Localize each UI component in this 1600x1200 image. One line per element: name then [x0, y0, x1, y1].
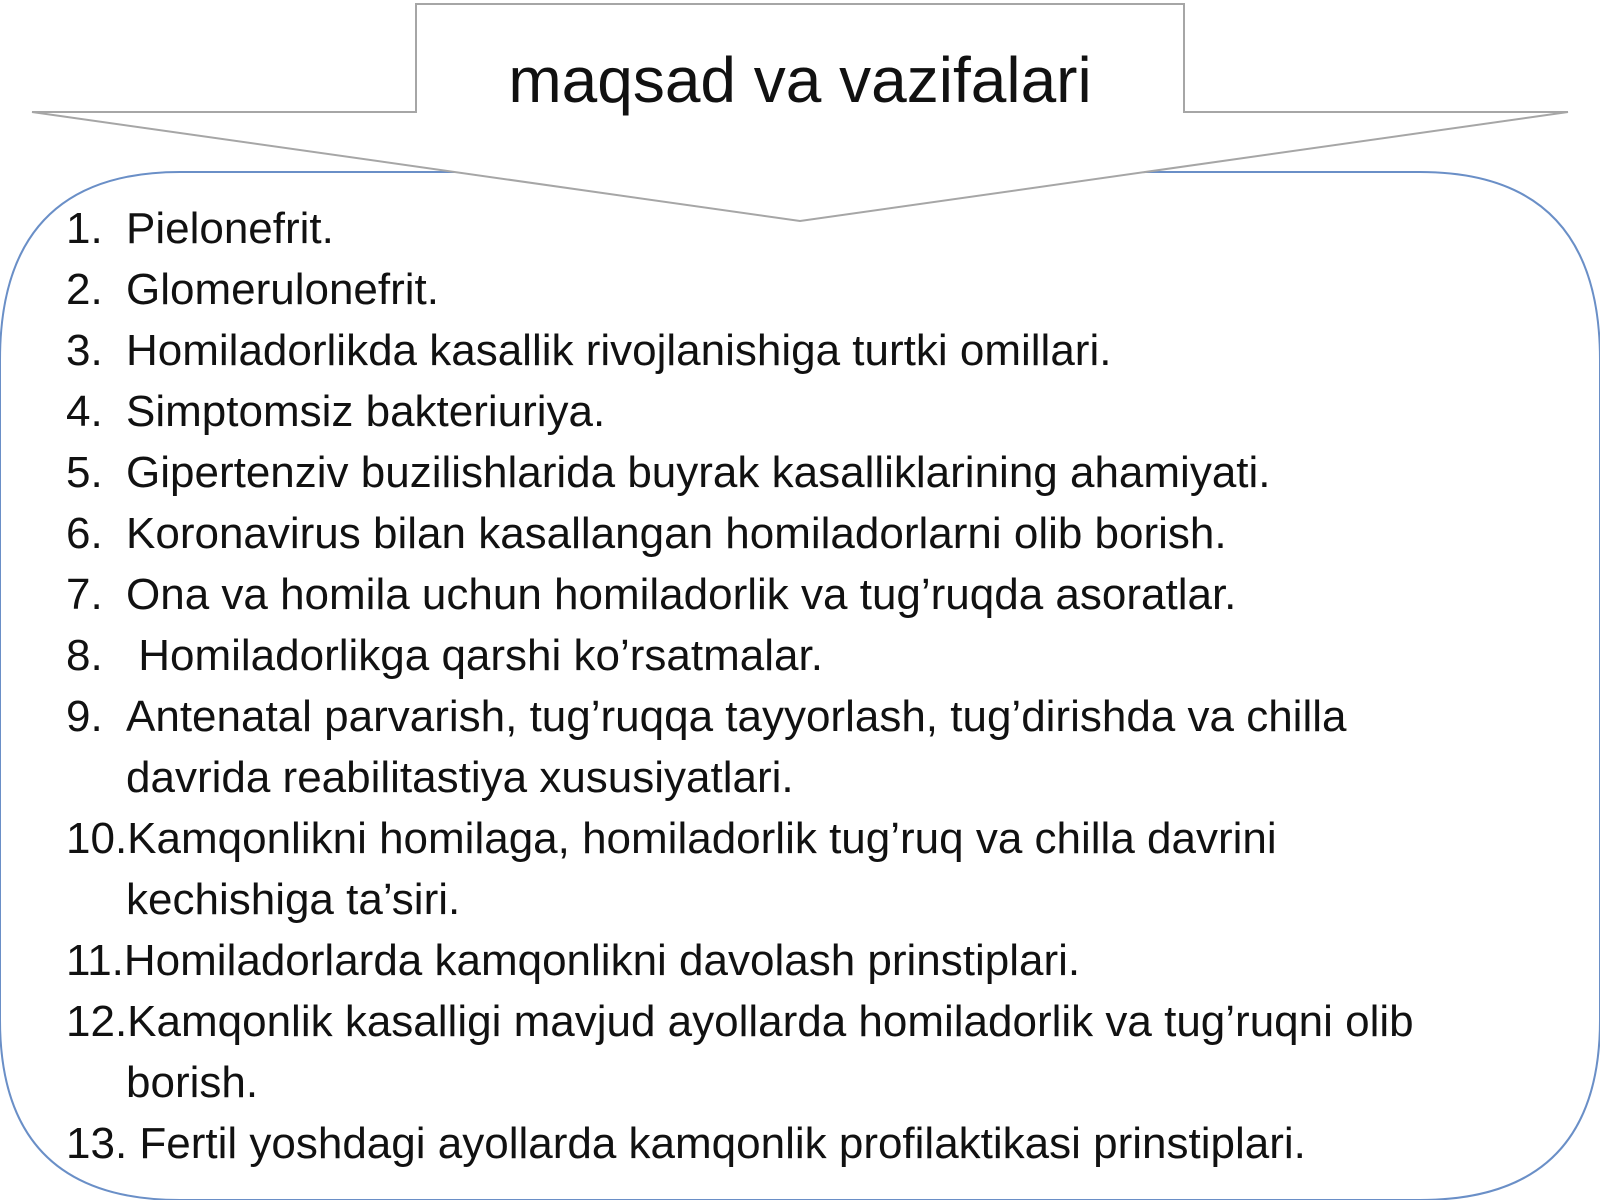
list-item-3: [66, 320, 1566, 381]
list-item-text: Simptomsiz bakteriuriya.: [126, 387, 606, 436]
list-item-10: [66, 808, 1566, 930]
list-item-number: 12.: [66, 997, 128, 1046]
list-item-text-continuation: borish.: [126, 1058, 259, 1107]
list-item-text: Kamqonlikni homilaga, homiladorlik tug’ruq va chilla davrini: [127, 814, 1277, 863]
list-item-text: Fertil yoshdagi ayollarda kamqonlik profilaktikasi prinstiplari.: [127, 1119, 1306, 1168]
list-item-text: Homiladorlikga qarshi ko’rsatmalar.: [126, 631, 823, 680]
list-item-number: 10.: [66, 814, 128, 863]
list-item-text-continuation: kechishiga ta’siri.: [126, 875, 461, 924]
list-item-text-continuation: davrida reabilitastiya xususiyatlari.: [126, 753, 794, 802]
list-item-number: 5.: [66, 448, 103, 497]
list-item-6: [66, 503, 1566, 564]
list-item-text: Gipertenziv buzilishlarida buyrak kasalliklarining ahamiyati.: [126, 448, 1271, 497]
list-item-number: 2.: [66, 265, 103, 314]
list-item-text: Koronavirus bilan kasallangan homiladorlarni olib borish.: [126, 509, 1227, 558]
list-item-text: Kamqonlik kasalligi mavjud ayollarda homiladorlik va tug’ruqni olib: [127, 997, 1414, 1046]
list-item-4: [66, 381, 1566, 442]
list-item-text: Pielonefrit.: [126, 204, 334, 253]
list-item-2: [66, 259, 1566, 320]
list-item-5: [66, 442, 1566, 503]
list-item-number: 3.: [66, 326, 103, 375]
list-item-text: Homiladorlikda kasallik rivojlanishiga turtki omillari.: [126, 326, 1112, 375]
list-item-9: [66, 686, 1566, 808]
list-item-number: 4.: [66, 387, 103, 436]
list-item-text: Antenatal parvarish, tug’ruqqa tayyorlash, tug’dirishda va chilla: [126, 692, 1347, 741]
list-item-text: Homiladorlarda kamqonlikni davolash prinstiplari.: [123, 936, 1081, 985]
list-item-13: [66, 1113, 1566, 1174]
list-item-12: [66, 991, 1566, 1113]
slide-title: maqsad va vazifalari: [508, 44, 1092, 116]
list-item-8: [66, 625, 1566, 686]
list-item-1: [66, 198, 1566, 259]
list-item-text: Glomerulonefrit.: [126, 265, 440, 314]
list-item-text: Ona va homila uchun homiladorlik va tug’ruqda asoratlar.: [126, 570, 1237, 619]
list-item-7: [66, 564, 1566, 625]
list-item-number: 11.: [66, 936, 124, 985]
list-item-number: 13.: [66, 1119, 128, 1168]
topic-list: [66, 198, 1566, 1174]
list-item-11: [66, 930, 1566, 991]
list-item-number: 8.: [66, 631, 103, 680]
list-item-number: 1.: [66, 204, 103, 253]
list-item-number: 6.: [66, 509, 103, 558]
list-item-number: 7.: [66, 570, 103, 619]
list-item-number: 9.: [66, 692, 103, 741]
